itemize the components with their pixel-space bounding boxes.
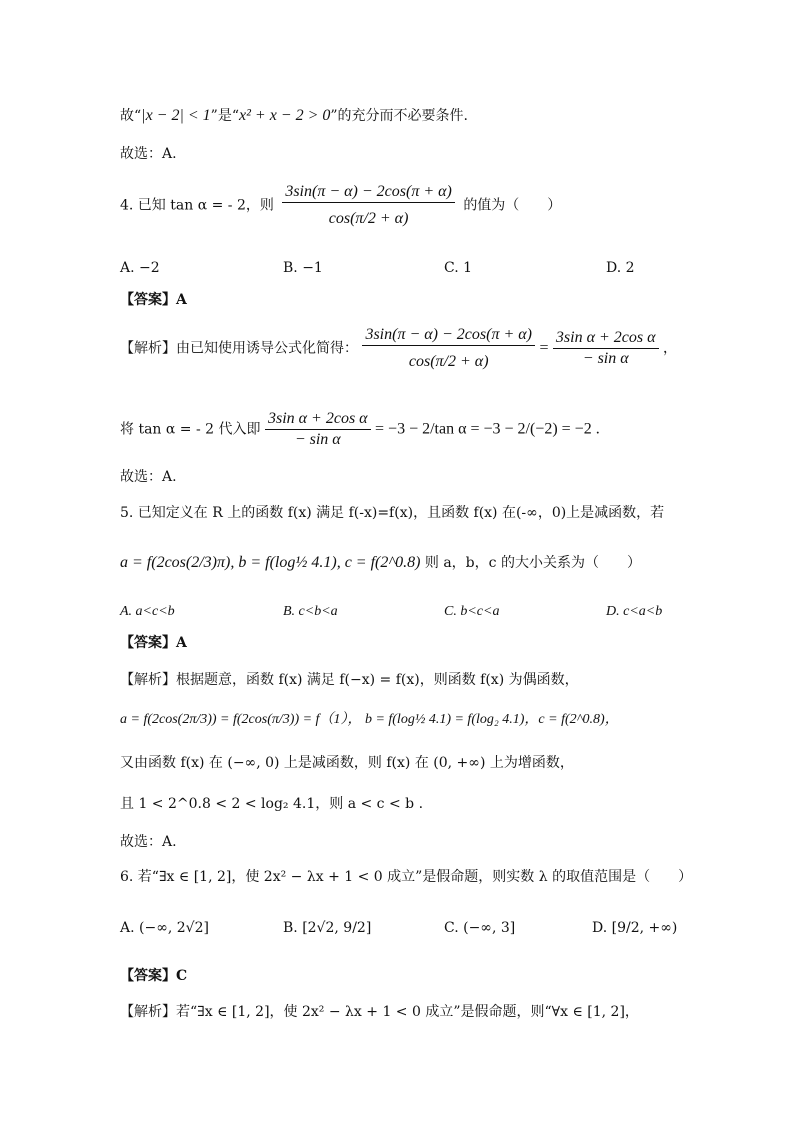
q4-analysis-fraction-right: $\frac{\text{3sin α + 2cos α}}{\text{− sin α}}$ bbox=[553, 328, 659, 369]
q6-option-d[interactable]: D. [9/2, +∞) bbox=[592, 920, 678, 936]
q4-option-a[interactable]: A. −2 bbox=[120, 260, 160, 276]
question-5-stem: 5. 已知定义在 R 上的函数 f(x) 满足 f(-x)=f(x)，且函数 f(x) 在(-∞，0)上是减函数，若 bbox=[120, 505, 665, 521]
q6-option-b[interactable]: B. [2√2, 9/2] bbox=[283, 920, 372, 936]
q6-answer: 【答案】C bbox=[120, 968, 188, 984]
answer-choice-line: 故选：A. bbox=[120, 146, 177, 162]
conclusion-sentence: 故“|x − 2| < 1”是“x² + x − 2 > 0”的充分而不必要条件. bbox=[120, 107, 468, 124]
q5-analysis-4: 且 1 < 2^0.8 < 2 < log₂ 4.1，则 a < c < b . bbox=[120, 796, 424, 812]
q5-answer: 【答案】A bbox=[120, 635, 187, 651]
q4-denominator: cos(π/2 + α) bbox=[328, 210, 409, 227]
q5-analysis-2: a = f(2cos(2π/3)) = f(2cos(π/3)) = f（1）， b = f(log½ 4.1) = f(log₂ 4.1)，c = f(2^0.8)， bbox=[120, 712, 619, 727]
q4-option-c[interactable]: C. 1 bbox=[444, 260, 473, 276]
q4-analysis-fraction-left: $\frac{3\sin(\pi - \alpha) - 2\cos(\pi + \alpha)}{\cos(\pi/2 + \alpha)}$ bbox=[362, 325, 535, 372]
abs-inequality: |x − 2| < 1 bbox=[141, 107, 211, 124]
q4-sub-fraction: $\frac{\text{3sin α + 2cos α}}{\text{− sin α}}$ bbox=[265, 409, 371, 450]
q4-substitution: 将 tan α = - 2 代入即 $\frac{\text{3sin α + 2cos α}}{\text{− sin α}}$ = −3 − 2/tan α = −3 − 2/(−2) = −2 . bbox=[120, 410, 600, 448]
q4-option-b[interactable]: B. −1 bbox=[283, 260, 323, 276]
q6-option-c[interactable]: C. (−∞, 3] bbox=[444, 920, 516, 936]
q5-definitions: a = f(2cos(2/3)π), b = f(log½ 4.1), c = f(2^0.8) 则 a，b，c 的大小关系为（ ） bbox=[120, 554, 641, 571]
question-4-stem: 4. 已知 tan α = - 2，则 $\frac{3\sin(\pi - \alpha) - 2\cos(\pi + \alpha)}{\cos(\pi/2 + \alpha)}$ 的值为（ ） bbox=[120, 183, 562, 227]
q5-analysis-3: 又由函数 f(x) 在 (−∞, 0) 上是减函数，则 f(x) 在 (0, +∞) 上为增函数， bbox=[120, 755, 574, 771]
q5-option-b[interactable]: B. c<b<a bbox=[283, 604, 338, 619]
q5-option-c[interactable]: C. b<c<a bbox=[444, 604, 500, 619]
q6-option-a[interactable]: A. (−∞, 2√2] bbox=[120, 920, 209, 936]
q4-conclusion: 故选：A. bbox=[120, 469, 177, 485]
q4-option-d[interactable]: D. 2 bbox=[606, 260, 635, 276]
q5-option-d[interactable]: D. c<a<b bbox=[606, 604, 663, 619]
q5-defs-formula: a = f(2cos(2/3)π), b = f(log½ 4.1), c = f(2^0.8) bbox=[120, 554, 421, 571]
q6-analysis: 【解析】若“∃x ∈ [1, 2]，使 2x² − λx + 1 < 0 成立”是假命题，则“∀x ∈ [1, 2]， bbox=[120, 1004, 639, 1020]
q4-fraction bbox=[282, 182, 455, 229]
q5-analysis-1: 【解析】根据题意，函数 f(x) 满足 f(−x) = f(x)，则函数 f(x) 为偶函数， bbox=[120, 672, 579, 688]
quadratic-inequality: x² + x − 2 > 0 bbox=[239, 107, 331, 124]
q4-numerator: 3sin(π − α) − 2cos(π + α) bbox=[282, 182, 455, 203]
q5-conclusion: 故选：A. bbox=[120, 834, 177, 850]
q4-analysis: 【解析】由已知使用诱导公式化简得： $\frac{3\sin(\pi - \alpha) - 2\cos(\pi + \alpha)}{\cos(\pi/2 + \alpha)}$ = $\frac{\text{3sin α + 2cos α}}{\text{− sin α}}$ ， bbox=[120, 326, 677, 370]
q5-option-a[interactable]: A. a<c<b bbox=[120, 604, 175, 619]
question-6-stem: 6. 若“∃x ∈ [1, 2]，使 2x² − λx + 1 < 0 成立”是假命题，则实数 λ 的取值范围是（ ） bbox=[120, 869, 693, 885]
q4-answer: 【答案】A bbox=[120, 292, 187, 308]
